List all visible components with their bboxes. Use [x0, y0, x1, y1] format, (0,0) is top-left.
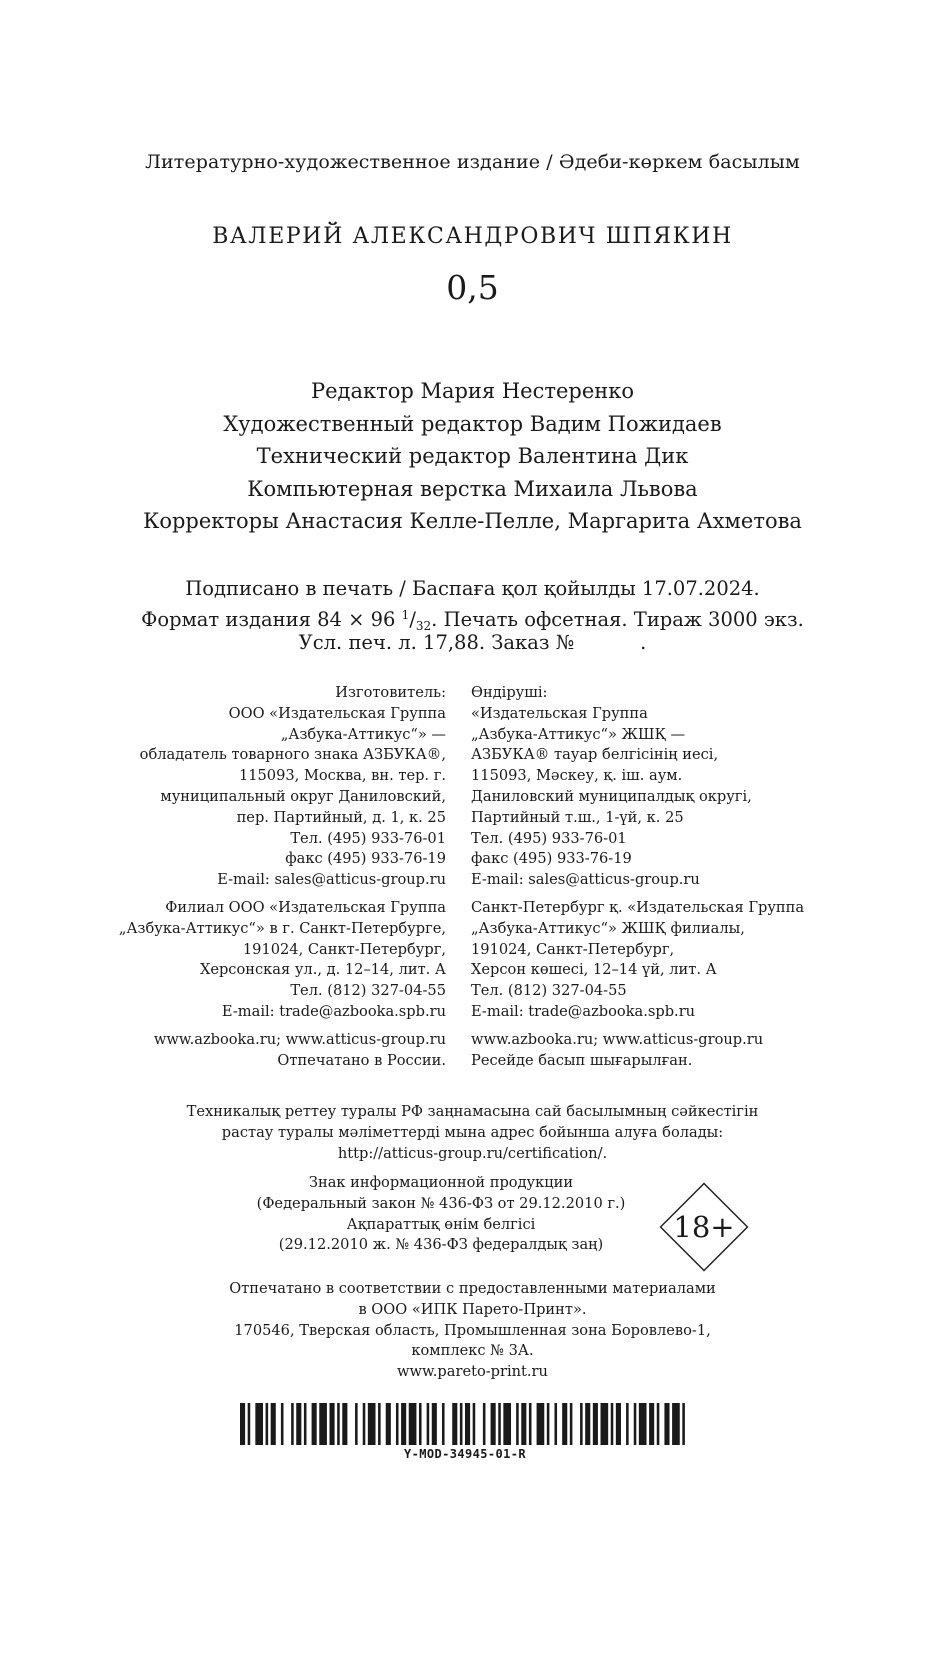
manufacturer-kz-line: Партийный т.ш., 1-үй, к. 25 [471, 808, 684, 826]
barcode-bar [537, 1403, 545, 1445]
barcode-bar [626, 1403, 629, 1445]
barcode-bar [616, 1403, 621, 1445]
manufacturer-kz-line: Тел. (495) 933-76-01 [471, 829, 627, 847]
credit-art-editor: Художественный редактор Вадим Пожидаев [223, 411, 722, 436]
barcode-bar [473, 1403, 476, 1445]
book-title: 0,5 [446, 268, 499, 307]
format-denominator: 32 [415, 619, 432, 633]
spacer [119, 1023, 446, 1030]
branch-kz-line: 191024, Санкт-Петербург, [471, 940, 675, 958]
rating-line: (29.12.2010 ж. № 436-ФЗ федералдық заң) [278, 1236, 604, 1254]
branch-kz-line: E-mail: trade@azbooka.spb.ru [471, 1002, 696, 1020]
sheets-end: . [640, 631, 647, 654]
branch-ru-line: Херсонская ул., д. 12–14, лит. А [199, 961, 446, 979]
printed-in-russia-kz: Ресейде басып шығарылған. [471, 1051, 693, 1069]
manufacturer-ru-line: Тел. (495) 933-76-01 [290, 829, 446, 847]
barcode-bar [427, 1403, 430, 1445]
branch-ru-line: Тел. (812) 327-04-55 [290, 982, 446, 1000]
rating-line: Знак информационной продукции [308, 1174, 574, 1191]
barcode-bar [296, 1403, 301, 1445]
manufacturer-kz-line: АЗБУКА® тауар белгісінің иесі, [471, 746, 719, 764]
signed-to-print: Подписано в печать / Баспаға қол қойылды 17.07.2024. [185, 577, 760, 600]
barcode-bar [460, 1403, 463, 1445]
spacer [471, 891, 804, 898]
barcode-bar [657, 1403, 660, 1445]
format-prefix: Формат издания 84 × 96 [141, 608, 402, 631]
manufacturer-ru-column [119, 683, 446, 1071]
printed-in-russia: Отпечатано в России. [277, 1051, 446, 1069]
credit-editor: Редактор Мария Нестеренко [310, 379, 635, 403]
barcode-bar [664, 1403, 669, 1445]
rating-line: (Федеральный закон № 436-ФЗ от 29.12.2010 г.) [256, 1194, 626, 1212]
barcode [240, 1403, 690, 1445]
barcode-bar [419, 1403, 422, 1445]
spacer [471, 1023, 804, 1030]
credit-tech-editor: Технический редактор Валентина Дик [256, 444, 689, 468]
branch-ru-line: „Азбука-Аттикус“» в г. Санкт-Петербурге, [118, 919, 446, 937]
barcode-bar [570, 1403, 573, 1445]
barcode-bar [503, 1403, 511, 1445]
branch-ru-line: E-mail: trade@azbooka.spb.ru [221, 1002, 446, 1020]
genre-line: Литературно-художественное издание / Әдеби-көркем басылым [145, 151, 800, 173]
branch-kz-line: „Азбука-Аттикус“» ЖШҚ филиалы, [471, 919, 745, 937]
web-ru-line: www.azbooka.ru; www.atticus-group.ru [153, 1030, 446, 1048]
printer-line: Отпечатано в соответствии с предоставленными материалами [229, 1280, 716, 1297]
age-rating-badge [659, 1182, 749, 1272]
manufacturer-kz-line: Өндіруші: [471, 684, 548, 701]
format-numerator: 1 [401, 608, 410, 622]
barcode-bar [342, 1403, 347, 1445]
barcode-bar [562, 1403, 567, 1445]
barcode-bar [355, 1403, 358, 1445]
barcode-code: Y-MOD-34945-01-R [404, 1447, 526, 1461]
manufacturer-ru-line: „Азбука-Аттикус“» — [280, 725, 446, 743]
format-slash: / [409, 608, 416, 631]
printer-line: комплекс № 3А. [411, 1342, 534, 1360]
spacer [119, 891, 446, 898]
barcode-bar [396, 1403, 399, 1445]
web-kz-line: www.azbooka.ru; www.atticus-group.ru [471, 1030, 764, 1048]
barcode-bar [682, 1403, 685, 1445]
credit-proofreaders: Корректоры Анастасия Келле-Пелле, Маргарита Ахметова [143, 509, 802, 533]
barcode-bar [498, 1403, 501, 1445]
barcode-bar [291, 1403, 294, 1445]
barcode-bar [248, 1403, 251, 1445]
barcode-bar [516, 1403, 519, 1445]
manufacturer-kz-line: Даниловский муниципалдық округі, [471, 787, 752, 805]
manufacturer-ru-line: муниципальный округ Даниловский, [160, 787, 446, 805]
barcode-bar [368, 1403, 376, 1445]
certification-line: Техникалық реттеу туралы РФ заңнамасына сай басылымның сәйкестігін [186, 1103, 759, 1120]
manufacturer-ru-line: 115093, Москва, вн. тер. г. [238, 767, 446, 785]
sheets-line [0, 629, 945, 656]
manufacturer-kz-line: „Азбука-Аттикус“» ЖШҚ — [471, 725, 686, 743]
branch-kz-line: Херсон көшесі, 12–14 үй, лит. А [471, 961, 717, 979]
rating-line: Ақпараттық өнім белгісі [346, 1215, 536, 1233]
barcode-bar [483, 1403, 486, 1445]
barcode-bar [601, 1403, 609, 1445]
branch-ru-line: 191024, Санкт-Петербург, [242, 940, 446, 958]
barcode-bar [266, 1403, 269, 1445]
barcode-bar [634, 1403, 637, 1445]
manufacturer-kz-column [471, 683, 804, 1071]
barcode-bar [593, 1403, 598, 1445]
barcode-bar [672, 1403, 680, 1445]
barcode-bar [271, 1403, 276, 1445]
barcode-bar [281, 1403, 284, 1445]
barcode-bar [580, 1403, 583, 1445]
certification-block [0, 1102, 945, 1164]
printer-line: 170546, Тверская область, Промышленная зона Боровлево-1, [234, 1321, 711, 1339]
format-line [0, 602, 945, 633]
barcode-bar [452, 1403, 457, 1445]
manufacturer-ru-line: Изготовитель: [335, 684, 446, 701]
manufacturer-kz-line: факс (495) 933-76-19 [471, 850, 632, 868]
barcode-bar [409, 1403, 417, 1445]
manufacturer-kz-line: E-mail: sales@atticus-group.ru [471, 871, 700, 889]
manufacturer-ru-line: E-mail: sales@atticus-group.ru [217, 871, 446, 889]
barcode-bar [337, 1403, 340, 1445]
barcode-bar [442, 1403, 445, 1445]
credits-block [0, 375, 945, 538]
print-info-block [0, 575, 945, 656]
manufacturer-kz-line: 115093, Мәскеу, қ. іш. аум. [471, 767, 683, 785]
manufacturer-ru-line: пер. Партийный, д. 1, к. 25 [236, 808, 446, 826]
branch-ru-line: Филиал ООО «Издательская Группа [165, 898, 446, 916]
barcode-bar [639, 1403, 647, 1445]
barcode-bar [255, 1403, 263, 1445]
author-name: ВАЛЕРИЙ АЛЕКСАНДРОВИЧ ШПЯКИН [212, 224, 733, 249]
printer-block [0, 1279, 945, 1383]
manufacturer-ru-line: факс (495) 933-76-19 [285, 850, 446, 868]
barcode-bar [329, 1403, 334, 1445]
barcode-bar [240, 1403, 245, 1445]
manufacturer-ru-line: ООО «Издательская Группа [228, 704, 446, 722]
printer-url: www.pareto-print.ru [397, 1363, 548, 1381]
certification-line: растау туралы мәліметтерді мына адрес бойынша алуға болады: [221, 1123, 724, 1141]
barcode-bar [491, 1403, 496, 1445]
barcode-bar [378, 1403, 381, 1445]
barcode-bar [547, 1403, 550, 1445]
barcode-bar [401, 1403, 406, 1445]
certification-url: http://atticus-group.ru/certification/. [337, 1144, 608, 1162]
barcode-bar [465, 1403, 470, 1445]
barcode-bar [529, 1403, 532, 1445]
age-rating-text [218, 1173, 664, 1256]
format-suffix: . Печать офсетная. Тираж 3000 экз. [431, 608, 804, 631]
manufacturer-kz-line: «Издательская Группа [471, 704, 648, 722]
manufacturer-ru-line: обладатель товарного знака АЗБУКА®, [139, 746, 446, 764]
barcode-bar [363, 1403, 366, 1445]
printer-line: в ООО «ИПК Парето-Принт». [358, 1300, 587, 1318]
age-rating-label: 18+ [673, 1210, 735, 1244]
barcode-bar [521, 1403, 526, 1445]
barcode-bar [611, 1403, 614, 1445]
barcode-bar [554, 1403, 557, 1445]
barcode-bar [304, 1403, 307, 1445]
barcode-bar [319, 1403, 327, 1445]
credit-layout: Компьютерная верстка Михаила Львова [247, 476, 698, 501]
barcode-bar [432, 1403, 437, 1445]
barcode-bar [386, 1403, 391, 1445]
sheets-text: Усл. печ. л. 17,88. Заказ № [298, 631, 575, 654]
barcode-bar [312, 1403, 317, 1445]
barcode-bar [649, 1403, 654, 1445]
branch-kz-line: Тел. (812) 327-04-55 [471, 982, 627, 1000]
barcode-bar [585, 1403, 590, 1445]
branch-kz-line: Санкт-Петербург қ. «Издательская Группа [471, 898, 805, 916]
